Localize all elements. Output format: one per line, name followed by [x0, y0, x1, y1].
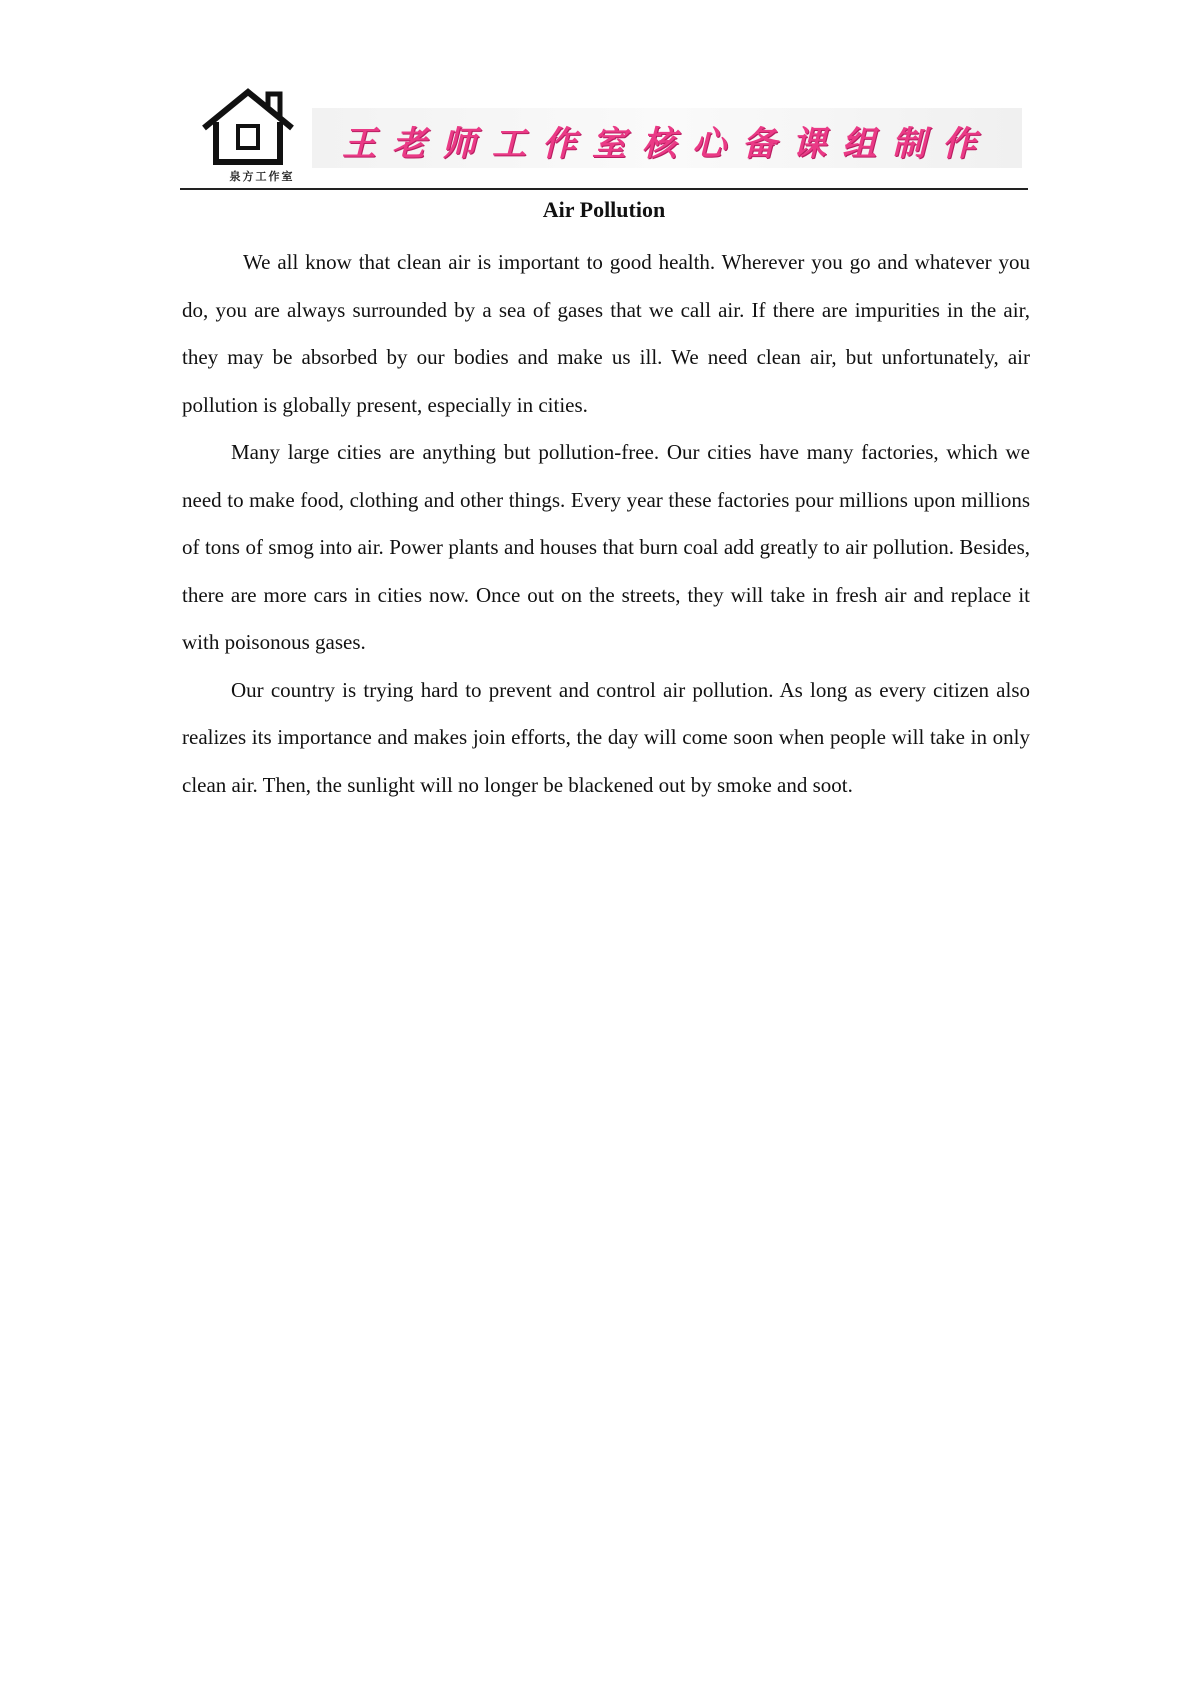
paragraph: We all know that clean air is important to good health. Wherever you go and whatever you do, you are always surrounded by a sea of gases that we call air. If there are impurities in the air, they may be absorbed by our bodies and make us ill. We need clean air, but unfortunately, air pollution is globally present, especially in cities. — [182, 250, 1030, 417]
paragraph: Many large cities are anything but pollution-free. Our cities have many factories, which we need to make food, clothing and other things. Every year these factories pour millions upon millions of tons of smog into air. Power plants and houses that burn coal add greatly to air pollution. Besides, there are more cars in cities now. Once out on the streets, they will take in fresh air and replace it with poisonous gases. — [182, 440, 1030, 654]
logo-caption: 泉方工作室 — [229, 170, 295, 183]
house-icon — [198, 86, 308, 184]
article-title: Air Pollution — [542, 197, 666, 222]
banner-text: 王老师工作室核心备课组制作 — [342, 124, 992, 164]
banner — [312, 108, 1022, 168]
article-body — [182, 239, 1030, 809]
paragraph: Our country is trying hard to prevent and control air pollution. As long as every citizen also realizes its importance and makes join efforts, the day will come soon when people will take in only clean air. Then, the sunlight will no longer be blackened out by smoke and soot. — [182, 677, 1030, 797]
page-header — [180, 80, 1028, 190]
